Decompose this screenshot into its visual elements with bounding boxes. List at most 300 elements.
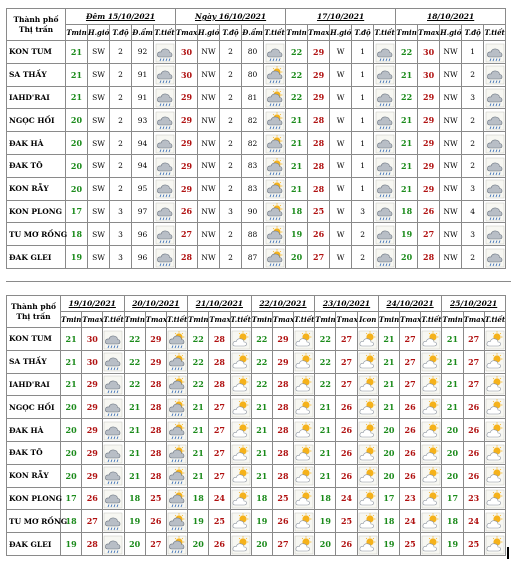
- day-label: 25/10/2021: [450, 299, 498, 308]
- cell-tmax: 28: [418, 246, 440, 269]
- cell-tmax: 29: [82, 396, 103, 419]
- column-header: T.tiết: [484, 312, 505, 328]
- cell-t: 4: [462, 200, 484, 223]
- cell-tmax: 29: [308, 86, 330, 109]
- column-header: T.tiết: [294, 312, 315, 328]
- cell-hgi: W: [330, 132, 352, 155]
- cell-tmax: 28: [308, 177, 330, 200]
- weather-cell: [230, 441, 251, 464]
- cell-tmin: 22: [286, 41, 308, 64]
- cell-m: 95: [132, 177, 154, 200]
- city-name: SA THẦY: [7, 63, 66, 86]
- cell-hgi: SW: [88, 223, 110, 246]
- cloud-rain-icon: [156, 88, 174, 107]
- cell-hgi: NW: [198, 86, 220, 109]
- sun-cloud-icon: [359, 443, 377, 462]
- cell-m: 88: [242, 223, 264, 246]
- column-header: T.tiết: [154, 25, 176, 41]
- cell-m: 93: [132, 109, 154, 132]
- cell-tmax: 26: [400, 419, 421, 442]
- cell-hgi: NW: [440, 86, 462, 109]
- table-row: [7, 396, 506, 419]
- cell-tmax: 29: [308, 41, 330, 64]
- weather-cell: [294, 396, 315, 419]
- column-header: H.gió: [440, 25, 462, 41]
- column-header: Tmin: [188, 312, 209, 328]
- column-header-row: [7, 312, 506, 328]
- weather-cell: [421, 350, 442, 373]
- cell-tmin: 17: [61, 487, 82, 510]
- sun-cloud-icon: [295, 329, 313, 348]
- cell-tmax: 29: [418, 132, 440, 155]
- sun-cloud-icon: [422, 375, 440, 394]
- cell-tmin: 20: [442, 419, 463, 442]
- cell-tmax: 27: [336, 350, 357, 373]
- cell-tmax: 29: [308, 63, 330, 86]
- cell-tmax: 25: [209, 510, 230, 533]
- column-header: Tmin: [442, 312, 463, 328]
- cell-tmin: 22: [124, 328, 145, 351]
- day-label: Đêm 15/10/2021: [85, 12, 156, 21]
- column-header: Tmin: [251, 312, 272, 328]
- sun-cloud-icon: [359, 489, 377, 508]
- weather-cell: [166, 328, 187, 351]
- cell-tmax: 26: [82, 487, 103, 510]
- weather-cell: [374, 109, 396, 132]
- weather-cell: [374, 223, 396, 246]
- column-header: Tmin: [378, 312, 399, 328]
- city-name: TU MƠ RỒNG: [7, 223, 66, 246]
- cell-hgi: SW: [88, 41, 110, 64]
- cell-tmin: 20: [396, 246, 418, 269]
- cell-tmin: 20: [188, 533, 209, 556]
- weather-cell: [103, 510, 124, 533]
- cell-m: 83: [242, 154, 264, 177]
- day-header: [188, 296, 252, 312]
- day-label: 21/10/2021: [195, 299, 244, 308]
- weather-cell: [357, 510, 378, 533]
- cell-hgi: SW: [88, 154, 110, 177]
- sun-cloud-icon: [295, 352, 313, 371]
- weather-cell: [264, 132, 286, 155]
- table-row: [7, 419, 506, 442]
- day-label: 18/10/2021: [427, 12, 475, 21]
- cloud-rain-icon: [104, 489, 122, 508]
- column-header: Tmax: [176, 25, 198, 41]
- table-row: [7, 200, 506, 223]
- weather-cell: [103, 396, 124, 419]
- cloud-rain-icon: [156, 247, 174, 266]
- table-row: [7, 373, 506, 396]
- sun-cloud-icon: [359, 352, 377, 371]
- column-header: Tmin: [61, 312, 82, 328]
- cell-m: 92: [132, 41, 154, 64]
- column-header: Tmax: [308, 25, 330, 41]
- cell-t: 3: [110, 246, 132, 269]
- cell-hgi: NW: [198, 177, 220, 200]
- cloud-rain-icon: [376, 65, 394, 84]
- cell-tmin: 21: [251, 419, 272, 442]
- cloud-rain-icon: [156, 179, 174, 198]
- weather-cell: [230, 328, 251, 351]
- column-header: T.độ: [462, 25, 484, 41]
- cell-t: 2: [220, 177, 242, 200]
- cell-tmax: 27: [145, 533, 166, 556]
- weather-cell: [230, 533, 251, 556]
- cell-tmax: 26: [418, 200, 440, 223]
- weather-cell: [484, 396, 505, 419]
- cell-tmax: 27: [336, 328, 357, 351]
- cell-hgi: W: [330, 246, 352, 269]
- column-header: T.tiết: [264, 25, 286, 41]
- sun-cloud-icon: [486, 329, 504, 348]
- weather-cell: [154, 86, 176, 109]
- day-label: 19/10/2021: [68, 299, 116, 308]
- cloud-rain-icon: [104, 443, 122, 462]
- cell-tmin: 21: [188, 419, 209, 442]
- sun-cloud-icon: [486, 398, 504, 417]
- weather-cell: [374, 132, 396, 155]
- cell-tmax: 26: [336, 396, 357, 419]
- cell-tmax: 29: [82, 419, 103, 442]
- cell-tmax: 28: [145, 441, 166, 464]
- cell-tmin: 21: [442, 350, 463, 373]
- sun-cloud-icon: [422, 398, 440, 417]
- cell-tmax: 25: [272, 487, 293, 510]
- cell-tmax: 26: [336, 419, 357, 442]
- cell-tmin: 19: [315, 510, 336, 533]
- cell-tmin: 20: [66, 154, 88, 177]
- weather-cell: [357, 328, 378, 351]
- weather-cell: [357, 464, 378, 487]
- cell-tmax: 29: [272, 328, 293, 351]
- weather-cell: [166, 396, 187, 419]
- sun-cloud-icon: [295, 534, 313, 553]
- weather-cell: [103, 464, 124, 487]
- day-header: [286, 9, 396, 25]
- cell-hgi: W: [330, 223, 352, 246]
- weather-cell: [484, 328, 505, 351]
- weather-cell: [421, 487, 442, 510]
- sun-cloud-rain-icon: [168, 375, 186, 394]
- cell-tmax: 24: [336, 487, 357, 510]
- table-row: [7, 487, 506, 510]
- cell-tmin: 20: [378, 464, 399, 487]
- cell-tmax: 30: [418, 41, 440, 64]
- cloud-rain-icon: [376, 202, 394, 221]
- sun-cloud-icon: [232, 534, 250, 553]
- weather-cell: [154, 154, 176, 177]
- cloud-rain-icon: [486, 156, 504, 175]
- table-row: [7, 464, 506, 487]
- cell-hgi: NW: [440, 41, 462, 64]
- day-label: 24/10/2021: [386, 299, 434, 308]
- cell-tmax: 27: [82, 510, 103, 533]
- cell-t: 3: [352, 200, 374, 223]
- weather-cell: [357, 373, 378, 396]
- sun-cloud-icon: [486, 534, 504, 553]
- column-header: T.độ: [220, 25, 242, 41]
- weather-cell: [484, 132, 506, 155]
- cell-tmax: 25: [336, 510, 357, 533]
- sun-cloud-rain-icon: [266, 202, 284, 221]
- table-row: [7, 246, 506, 269]
- cell-m: 94: [132, 132, 154, 155]
- sun-cloud-icon: [422, 512, 440, 531]
- day-header: [61, 296, 125, 312]
- table-row: [7, 441, 506, 464]
- column-header: Tmin: [286, 25, 308, 41]
- cell-tmax: 26: [336, 441, 357, 464]
- weather-cell: [484, 487, 505, 510]
- cell-tmin: 20: [61, 419, 82, 442]
- cell-tmin: 20: [66, 132, 88, 155]
- weather-cell: [421, 419, 442, 442]
- cell-tmin: 22: [396, 86, 418, 109]
- cell-tmax: 27: [176, 223, 198, 246]
- weather-cell: [421, 441, 442, 464]
- cell-tmin: 22: [315, 328, 336, 351]
- cloud-rain-icon: [156, 225, 174, 244]
- cell-tmin: 17: [66, 200, 88, 223]
- column-header: Tmax: [209, 312, 230, 328]
- cell-tmin: 22: [286, 63, 308, 86]
- weather-cell: [484, 533, 505, 556]
- cell-hgi: NW: [440, 246, 462, 269]
- column-header: H.gió: [330, 25, 352, 41]
- cell-tmin: 21: [251, 464, 272, 487]
- cell-tmin: 21: [442, 396, 463, 419]
- cell-tmin: 21: [315, 419, 336, 442]
- sun-cloud-rain-icon: [168, 466, 186, 485]
- weather-cell: [230, 510, 251, 533]
- weather-cell: [103, 487, 124, 510]
- weather-cell: [264, 86, 286, 109]
- city-name: NGỌC HỒI: [7, 396, 61, 419]
- cell-t: 2: [462, 63, 484, 86]
- cell-m: 83: [242, 177, 264, 200]
- cell-t: 2: [220, 41, 242, 64]
- sun-cloud-icon: [295, 398, 313, 417]
- cell-hgi: W: [330, 177, 352, 200]
- weather-cell: [357, 441, 378, 464]
- cell-tmax: 29: [176, 132, 198, 155]
- table-row: [7, 328, 506, 351]
- column-header: T.tiết: [484, 25, 506, 41]
- sun-cloud-icon: [422, 443, 440, 462]
- cell-tmin: 21: [378, 373, 399, 396]
- cloud-rain-icon: [486, 65, 504, 84]
- column-header: T.tiết: [230, 312, 251, 328]
- sun-cloud-icon: [486, 466, 504, 485]
- weather-cell: [264, 109, 286, 132]
- cloud-rain-icon: [104, 329, 122, 348]
- weather-cell: [230, 464, 251, 487]
- sun-cloud-icon: [295, 375, 313, 394]
- column-header: T.độ: [352, 25, 374, 41]
- cell-hgi: NW: [440, 63, 462, 86]
- column-header: Tmax: [336, 312, 357, 328]
- cloud-rain-icon: [486, 225, 504, 244]
- cell-tmax: 28: [272, 464, 293, 487]
- weather-cell: [484, 419, 505, 442]
- cell-tmax: 26: [463, 441, 484, 464]
- cell-tmin: 18: [286, 200, 308, 223]
- weather-cell: [374, 86, 396, 109]
- cell-tmin: 20: [61, 464, 82, 487]
- cell-t: 1: [352, 41, 374, 64]
- cell-t: 2: [352, 246, 374, 269]
- cell-tmin: 22: [396, 41, 418, 64]
- cell-hgi: SW: [88, 109, 110, 132]
- column-header-row: [7, 25, 506, 41]
- table-row: [7, 86, 506, 109]
- cell-tmax: 29: [145, 350, 166, 373]
- cell-tmin: 21: [188, 396, 209, 419]
- weather-cell: [103, 328, 124, 351]
- sun-cloud-rain-icon: [266, 225, 284, 244]
- cloud-rain-icon: [156, 111, 174, 130]
- sun-cloud-icon: [486, 512, 504, 531]
- cell-t: 1: [352, 177, 374, 200]
- cell-hgi: SW: [88, 200, 110, 223]
- cell-tmin: 21: [286, 154, 308, 177]
- weather-cell: [484, 41, 506, 64]
- weather-cell: [264, 154, 286, 177]
- cloud-rain-icon: [156, 133, 174, 152]
- city-name: ĐAK HÀ: [7, 419, 61, 442]
- column-header: Đ.ẩm: [132, 25, 154, 41]
- cell-t: 2: [110, 63, 132, 86]
- weather-cell: [357, 419, 378, 442]
- city-name: NGỌC HỒI: [7, 109, 66, 132]
- column-header: Tmax: [418, 25, 440, 41]
- cloud-rain-icon: [104, 534, 122, 553]
- cell-tmax: 29: [418, 177, 440, 200]
- cell-tmin: 21: [396, 63, 418, 86]
- weather-cell: [357, 487, 378, 510]
- weather-cell: [264, 223, 286, 246]
- sun-cloud-rain-icon: [168, 534, 186, 553]
- cell-tmax: 26: [209, 533, 230, 556]
- sun-cloud-icon: [422, 534, 440, 553]
- weather-cell: [484, 63, 506, 86]
- cell-hgi: NW: [198, 109, 220, 132]
- weather-cell: [166, 487, 187, 510]
- cell-tmax: 29: [82, 441, 103, 464]
- weather-cell: [154, 246, 176, 269]
- cloud-rain-icon: [486, 179, 504, 198]
- sun-cloud-icon: [232, 489, 250, 508]
- cell-t: 2: [110, 132, 132, 155]
- table-divider: [6, 281, 511, 282]
- city-name: KON PLONG: [7, 487, 61, 510]
- cell-tmax: 23: [400, 487, 421, 510]
- cell-tmax: 26: [336, 533, 357, 556]
- cell-tmax: 28: [272, 396, 293, 419]
- cloud-rain-icon: [376, 111, 394, 130]
- cell-tmin: 21: [124, 396, 145, 419]
- weather-cell: [154, 223, 176, 246]
- weather-cell: [294, 441, 315, 464]
- weather-cell: [484, 350, 505, 373]
- weather-cell: [166, 350, 187, 373]
- weather-cell: [421, 510, 442, 533]
- day-header-row: [7, 296, 506, 312]
- sun-cloud-rain-icon: [168, 352, 186, 371]
- sun-cloud-rain-icon: [266, 88, 284, 107]
- cell-tmax: 29: [418, 154, 440, 177]
- cell-m: 80: [242, 63, 264, 86]
- sun-cloud-icon: [232, 420, 250, 439]
- table-row: [7, 177, 506, 200]
- cell-tmax: 26: [336, 464, 357, 487]
- cell-tmin: 20: [378, 419, 399, 442]
- weather-cell: [230, 373, 251, 396]
- sun-cloud-rain-icon: [266, 133, 284, 152]
- sun-cloud-icon: [232, 352, 250, 371]
- cell-hgi: W: [330, 200, 352, 223]
- cell-tmax: 28: [209, 328, 230, 351]
- sun-cloud-icon: [359, 466, 377, 485]
- cell-tmin: 22: [188, 350, 209, 373]
- sun-cloud-rain-icon: [168, 512, 186, 531]
- cell-tmin: 19: [124, 510, 145, 533]
- cell-tmin: 21: [124, 464, 145, 487]
- cell-tmax: 28: [209, 350, 230, 373]
- cell-tmin: 21: [378, 396, 399, 419]
- cell-t: 1: [352, 109, 374, 132]
- weather-cell: [154, 63, 176, 86]
- weather-cell: [294, 464, 315, 487]
- cell-tmin: 17: [378, 487, 399, 510]
- cell-hgi: W: [330, 154, 352, 177]
- cell-hgi: SW: [88, 177, 110, 200]
- cell-tmin: 21: [286, 109, 308, 132]
- city-name: KON RẪY: [7, 464, 61, 487]
- cloud-rain-icon: [486, 133, 504, 152]
- cell-tmax: 26: [400, 396, 421, 419]
- cell-tmax: 23: [463, 487, 484, 510]
- cell-m: 91: [132, 63, 154, 86]
- cell-tmin: 20: [378, 441, 399, 464]
- weather-cell: [374, 177, 396, 200]
- cell-tmax: 27: [418, 223, 440, 246]
- column-header: Tmax: [272, 312, 293, 328]
- city-column-header: [7, 296, 61, 328]
- cell-tmax: 27: [336, 373, 357, 396]
- cell-tmin: 21: [315, 441, 336, 464]
- cell-tmax: 25: [308, 200, 330, 223]
- cloud-rain-icon: [104, 398, 122, 417]
- cell-m: 94: [132, 154, 154, 177]
- cell-tmin: 21: [251, 396, 272, 419]
- day-header: [396, 9, 506, 25]
- cell-tmax: 30: [176, 63, 198, 86]
- column-header: Tmin: [66, 25, 88, 41]
- cell-tmax: 28: [176, 246, 198, 269]
- cell-tmin: 19: [251, 510, 272, 533]
- weather-cell: [230, 396, 251, 419]
- cell-tmin: 21: [378, 328, 399, 351]
- cell-m: 96: [132, 246, 154, 269]
- cell-tmax: 29: [418, 86, 440, 109]
- sun-cloud-icon: [295, 420, 313, 439]
- weather-cell: [154, 200, 176, 223]
- weather-cell: [166, 510, 187, 533]
- weather-cell: [294, 373, 315, 396]
- cell-t: 3: [462, 223, 484, 246]
